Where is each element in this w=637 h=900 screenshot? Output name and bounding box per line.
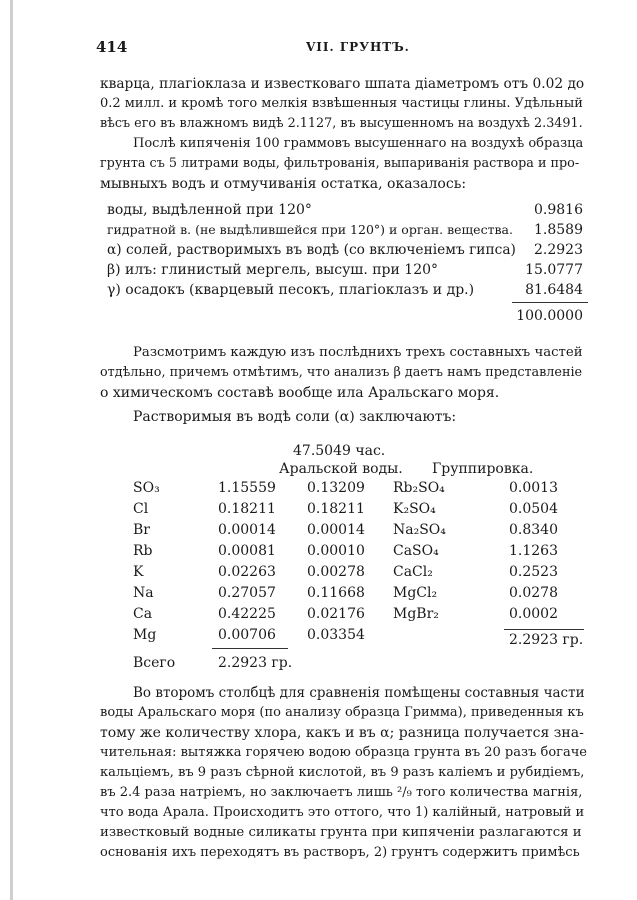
value-cell: 0.00014 [218,522,276,538]
ion-cell: Cl [133,501,149,517]
salt-cell: Na₂SO₄ [393,522,446,538]
ion-cell: K [133,564,144,580]
text-line: въ 2.4 раза натріемъ, но заключаетъ лишь ²/₉ того количества магнія, [100,785,583,800]
value-cell: 0.00081 [218,543,276,559]
value-cell: 0.02176 [307,606,365,622]
page-header [0,38,637,58]
running-title: VII. ГРУНТЪ. [306,40,410,54]
ion-cell: Rb [133,543,153,559]
value-cell: 0.2523 [509,564,558,580]
value-cell: 0.00278 [307,564,365,580]
table-heading-group: Группировка. [432,461,534,477]
salt-cell: MgCl₂ [393,585,438,601]
text-line: Растворимыя въ водѣ соли (α) заключаютъ: [133,409,457,425]
sum-rule [212,648,288,649]
text-line: чительная: вытяжка горячею водою образца грунта въ 20 разъ богаче [100,745,588,760]
text-line: грунта съ 5 литрами воды, фильтрованія, выпариванія раствора и про- [100,156,580,171]
value-cell: 0.11668 [307,585,365,601]
text-line: Разсмотримъ каждую изъ послѣднихъ трехъ составныхъ частей [133,345,583,360]
composition-label: β) илъ: глинистый мергель, высуш. при 120° [107,262,439,278]
salt-cell: Rb₂SO₄ [393,480,445,496]
salt-cell: CaSO₄ [393,543,439,559]
value-cell: 0.00010 [307,543,365,559]
composition-total-row [107,306,587,326]
composition-row [107,220,587,240]
value-cell: 0.02263 [218,564,276,580]
table-heading-sea: Аральской воды. [279,461,403,477]
group-total: 2.2923 гр. [509,632,584,648]
composition-row [107,260,587,280]
composition-row [107,240,587,260]
value-cell: 0.03354 [307,627,365,643]
table-row [0,541,637,562]
value-cell: 1.1263 [509,543,558,559]
page-spine-shadow [10,0,13,900]
composition-row [107,280,587,300]
value-cell: 0.0278 [509,585,558,601]
text-line: что вода Арала. Происходитъ это оттого, что 1) калійный, натровый и [100,805,585,820]
salt-cell: MgBr₂ [393,606,439,622]
composition-value: 0.9816 [534,202,583,218]
text-line: известковый водные силикаты грунта при кипяченіи разлагаются и [100,825,582,840]
composition-row [107,200,587,220]
value-cell: 0.00014 [307,522,365,538]
value-cell: 0.0002 [509,606,558,622]
value-cell: 0.18211 [218,501,276,517]
value-cell: 0.18211 [307,501,365,517]
table-top-heading: 47.5049 час. [293,443,386,459]
total-value: 2.2923 гр. [218,655,293,671]
composition-label: γ) осадокъ (кварцевый песокъ, плагіоклазъ и др.) [107,282,475,298]
value-cell: 0.0013 [509,480,558,496]
text-line: кварца, плагіоклаза и известковаго шпата діаметромъ отъ 0.02 до [100,76,585,92]
text-line: кальціемъ, въ 9 разъ сѣрной кислотой, въ 9 разъ каліемъ и рубидіемъ, [100,765,585,780]
table-row [0,604,637,625]
salt-cell: K₂SO₄ [393,501,436,517]
text-line: отдѣльно, причемъ отмѣтимъ, что анализъ β даетъ намъ представленіе [100,365,583,380]
text-line: 0.2 милл. и кромѣ того мелкія взвѣшенныя частицы глины. Удѣльный [100,96,583,111]
composition-value: 1.8589 [534,222,583,238]
composition-value: 81.6484 [525,282,583,298]
composition-label: воды, выдѣленной при 120° [107,202,312,218]
page-number: 414 [96,38,128,56]
table-row [0,520,637,541]
value-cell: 1.15559 [218,480,276,496]
value-cell: 0.00706 [218,627,276,643]
ion-cell: SO₃ [133,480,160,496]
table-row [0,478,637,499]
text-line: Во второмъ столбцѣ для сравненія помѣщены составныя части [133,685,585,701]
composition-value: 15.0777 [525,262,583,278]
table-row [0,562,637,583]
text-line: о химическомъ составѣ вообще ила Аральскаго моря. [100,385,500,401]
text-line: мывныхъ водъ и отмучиванія остатка, оказалось: [100,176,467,192]
table-row [0,499,637,520]
table-row [0,583,637,604]
value-cell: 0.0504 [509,501,558,517]
value-cell: 0.13209 [307,480,365,496]
text-line: воды Аральскаго моря (по анализу образца Гримма), приведенныя къ [100,705,584,720]
value-cell: 0.42225 [218,606,276,622]
total-label: Всего [133,655,176,671]
ion-cell: Mg [133,627,157,643]
composition-value: 2.2923 [534,242,583,258]
text-line: тому же количеству хлора, какъ и въ α; разница получается зна- [100,725,584,741]
ion-cell: Ca [133,606,153,622]
composition-label: α) солей, растворимыхъ въ водѣ (со включеніемъ гипса) [107,242,516,258]
text-line: вѣсъ его въ влажномъ видѣ 2.1127, въ высушенномъ на воздухѣ 2.3491. [100,116,583,131]
salt-cell: CaCl₂ [393,564,433,580]
ion-cell: Br [133,522,150,538]
text-line: Послѣ кипяченія 100 граммовъ высушеннаго на воздухѣ образца [133,136,584,151]
sum-rule [512,302,588,303]
composition-total: 100.0000 [516,308,583,324]
text-line: основанія ихъ переходятъ въ растворъ, 2) грунтъ содержитъ примѣсь [100,845,580,860]
value-cell: 0.8340 [509,522,558,538]
composition-label: гидратной в. (не выдѣлившейся при 120°) и орган. вещества. [107,222,513,237]
value-cell: 0.27057 [218,585,276,601]
ion-cell: Na [133,585,154,601]
